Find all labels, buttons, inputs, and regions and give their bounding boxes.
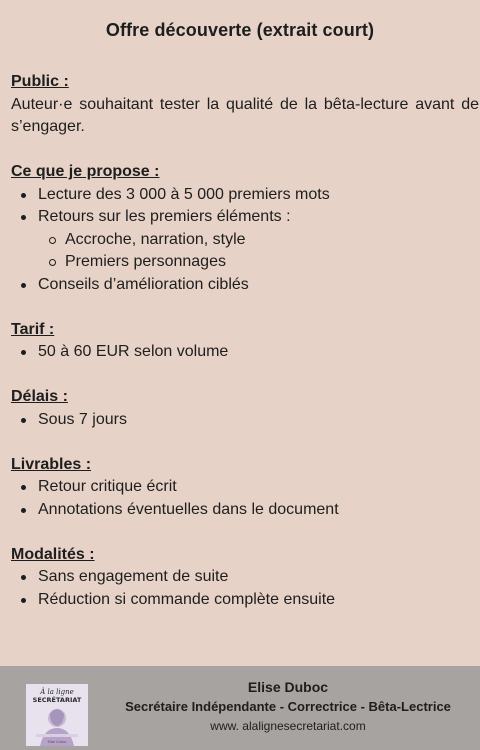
footer-text xyxy=(96,678,480,734)
logo-tag-text: Elise Duboc xyxy=(47,740,67,744)
brand-logo xyxy=(26,684,88,746)
public-text: Auteur·e souhaitant tester la qualité de la bêta-lecture avant de s’engager. xyxy=(11,95,479,135)
sub-list-item: Premiers personnages xyxy=(11,251,479,274)
page-title: Offre découverte (extrait court) xyxy=(105,20,375,40)
livrables-list xyxy=(11,476,479,521)
offer-content xyxy=(11,71,479,611)
tarif-heading: Tarif : xyxy=(11,320,55,338)
list-item: Lecture des 3 000 à 5 000 premiers mots xyxy=(11,184,479,207)
footer-banner xyxy=(0,666,480,750)
list-item: Sans engagement de suite xyxy=(11,566,479,589)
website-link[interactable]: www. alalignesecretariat.com xyxy=(210,719,366,733)
author-role: Secrétaire Indépendante - Correctrice - Bêta-Lectrice xyxy=(125,699,451,714)
list-item: Réduction si commande complète ensuite xyxy=(11,589,479,612)
modalites-list xyxy=(11,566,479,611)
list-item: Retours sur les premiers éléments : xyxy=(11,206,479,229)
tarif-list xyxy=(11,341,479,364)
modalites-heading: Modalités : xyxy=(11,545,95,563)
sub-list-item: Accroche, narration, style xyxy=(11,229,479,252)
author-name: Elise Duboc xyxy=(247,679,329,695)
proposal-list xyxy=(11,184,479,297)
list-item: 50 à 60 EUR selon volume xyxy=(11,341,479,364)
list-item: Conseils d’amélioration ciblés xyxy=(11,274,479,297)
logo-script-text: À la ligne xyxy=(40,688,74,696)
proposal-heading: Ce que je propose : xyxy=(11,163,160,180)
list-item: Annotations éventuelles dans le document xyxy=(11,499,479,522)
list-item: Sous 7 jours xyxy=(11,409,479,432)
delais-heading: Délais : xyxy=(11,388,68,405)
livrables-heading: Livrables : xyxy=(11,455,92,473)
public-heading: Public : xyxy=(11,73,69,90)
list-item: Retour critique écrit xyxy=(11,476,479,499)
logo-brand-text: SECRÉTARIAT xyxy=(32,696,82,704)
delais-list xyxy=(11,409,479,432)
